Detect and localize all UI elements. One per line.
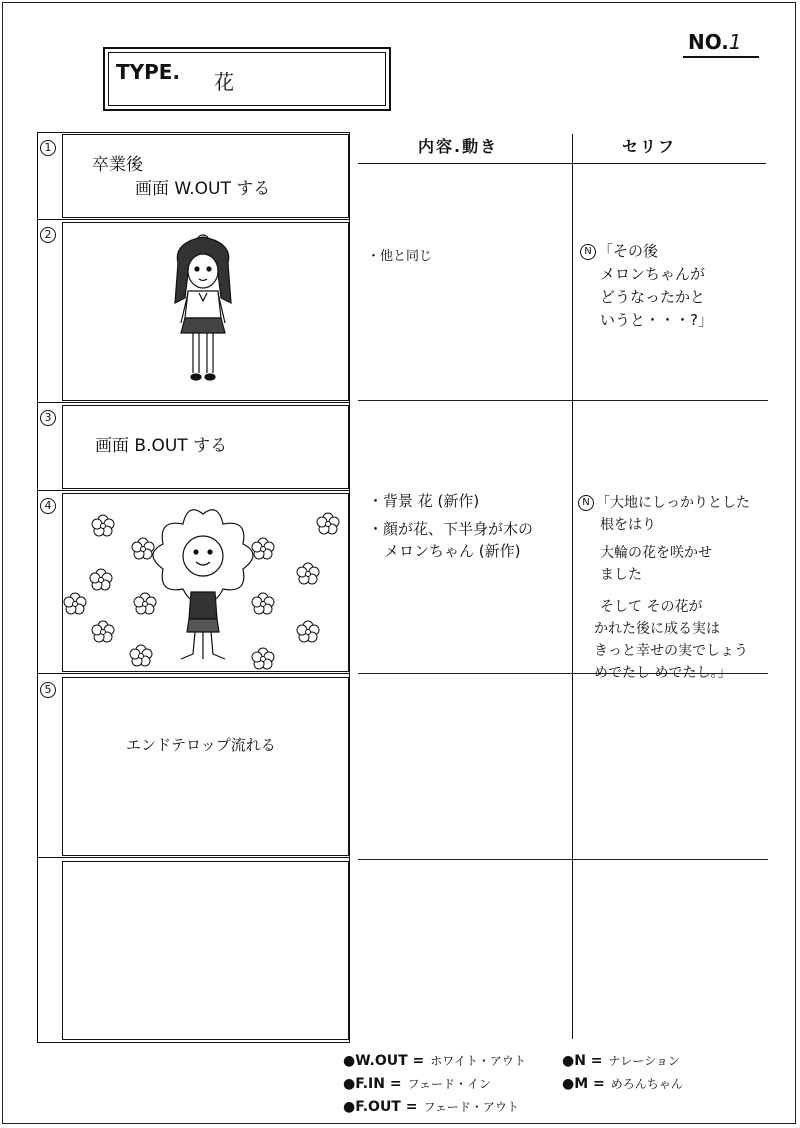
dialogue-column-header: セリフ	[622, 137, 677, 156]
column-divider	[572, 134, 573, 1039]
column-header-line	[358, 163, 766, 164]
frame-number-3: 3	[40, 410, 56, 426]
dialogue-row-4-line-7: きっと幸せの実でしょう	[594, 643, 748, 659]
frame-5	[62, 677, 349, 856]
frame-1-line-1: 卒業後	[92, 155, 143, 175]
dialogue-row-2	[580, 240, 713, 332]
content-row-4-line-3: メロンちゃん (新作)	[384, 542, 521, 560]
dialogue-row-2-line-4: いうと・・・?」	[600, 311, 713, 329]
content-row-4	[368, 490, 533, 562]
narration-icon: N	[578, 495, 594, 511]
dialogue-row-4-line-2: 根をはり	[600, 517, 656, 533]
frame-5-line-1: エンドテロップ流れる	[126, 736, 276, 754]
type-label: TYPE.	[116, 60, 181, 84]
frame-separator	[37, 857, 350, 858]
girl-character-illustration	[63, 223, 347, 399]
content-column-header: 内容.動き	[418, 137, 499, 156]
dialogue-row-4	[578, 492, 750, 684]
legend-item-f-in: ●F.IN = フェード・イン	[343, 1076, 491, 1092]
frame-number-5: 5	[40, 682, 56, 698]
frame-separator	[37, 490, 350, 491]
content-row-2-line-1: ・他と同じ	[367, 249, 433, 264]
frame-number-1: 1	[40, 140, 56, 156]
dialogue-row-2-line-2: メロンちゃんが	[600, 265, 706, 283]
frame-3-line-1: 画面 B.OUT する	[95, 436, 228, 456]
row-separator	[358, 400, 768, 401]
legend-item-f-out: ●F.OUT = フェード・アウト	[343, 1099, 519, 1115]
type-value: 花	[214, 70, 234, 94]
dialogue-row-2-line-1: 「その後	[598, 242, 659, 260]
narration-icon: N	[580, 244, 596, 260]
frame-number-2: 2	[40, 227, 56, 243]
frame-6	[62, 861, 349, 1040]
dialogue-row-4-line-6: かれた後に成る実は	[594, 621, 720, 637]
frame-4	[62, 493, 349, 672]
frame-1-line-2: 画面 W.OUT する	[135, 179, 271, 199]
page-number-value: 1	[728, 30, 742, 54]
legend-item-n: ●N = ナレーション	[562, 1053, 680, 1069]
flower-character-illustration	[63, 494, 347, 670]
content-row-4-line-2: ・顔が花、下半身が木の	[368, 520, 534, 538]
dialogue-row-4-line-5: そして その花が	[600, 599, 703, 615]
frame-number-4: 4	[40, 498, 56, 514]
frame-2	[62, 222, 349, 401]
dialogue-row-2-line-3: どうなったかと	[600, 288, 706, 306]
dialogue-row-4-line-3: 大輪の花を咲かせ	[600, 545, 712, 561]
dialogue-row-4-line-1: 「大地にしっかりとした	[596, 495, 750, 511]
frame-separator	[37, 219, 350, 220]
content-row-4-line-1: ・背景 花 (新作)	[368, 492, 480, 510]
legend-item-m: ●M = めろんちゃん	[562, 1076, 683, 1092]
dialogue-row-4-line-8: めでたし めでたし。」	[594, 665, 732, 681]
frame-separator	[37, 673, 350, 674]
legend-item-w-out: ●W.OUT = ホワイト・アウト	[343, 1053, 526, 1069]
page-number-label: NO.1	[688, 30, 742, 54]
frame-separator	[37, 402, 350, 403]
page-number-underline	[683, 56, 759, 58]
row-separator	[358, 859, 768, 860]
dialogue-row-4-line-4: ました	[600, 567, 642, 583]
